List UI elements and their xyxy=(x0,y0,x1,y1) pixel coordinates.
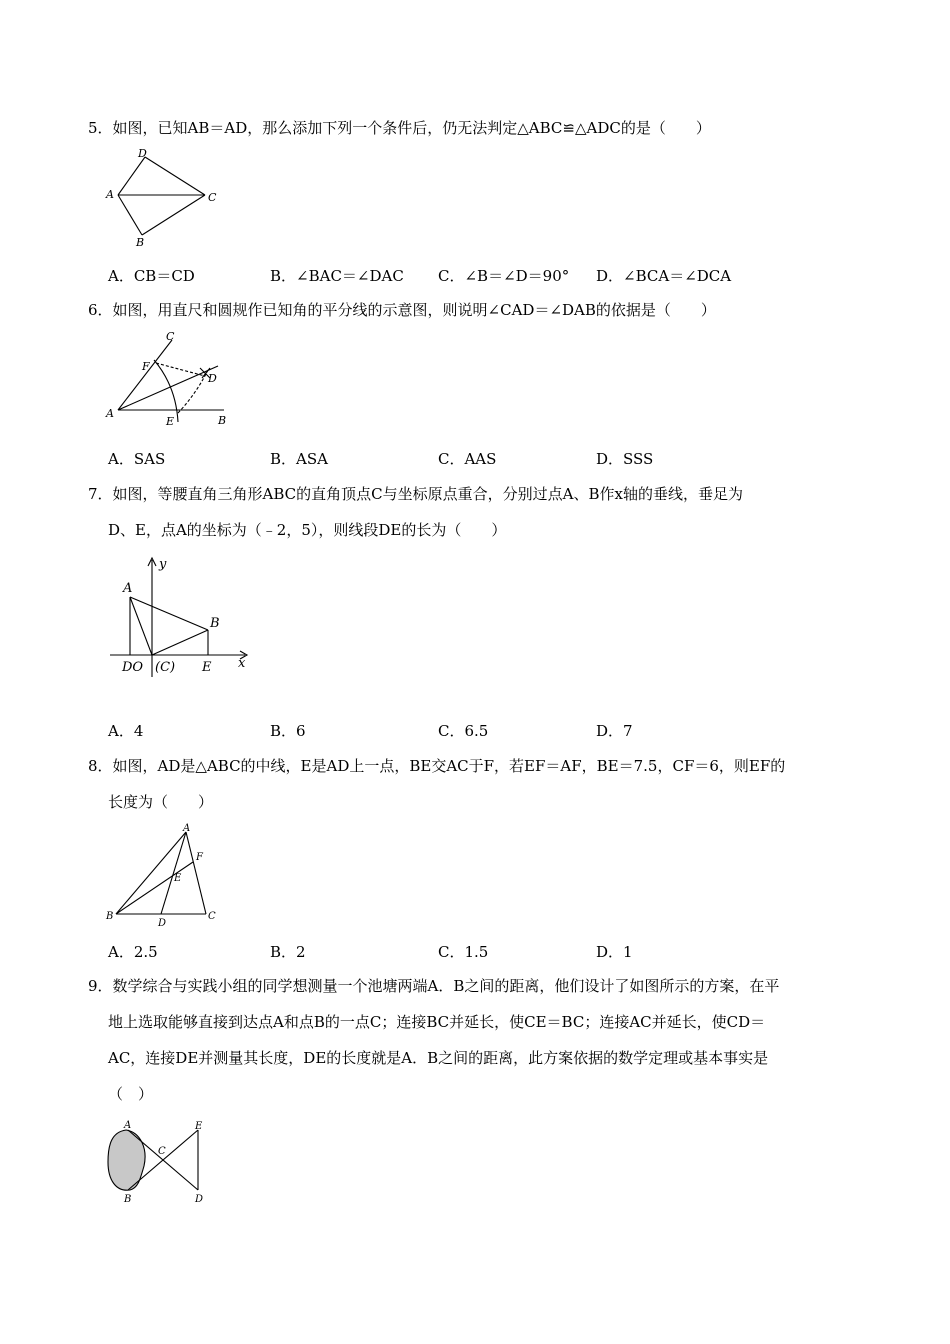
question-number: 7． xyxy=(88,485,113,503)
label-D: D xyxy=(158,918,167,929)
question-stem-line1: 数学综合与实践小组的同学想测量一个池塘两端A．B之间的距离，他们设计了如图所示的方案，在平 xyxy=(112,977,780,995)
label-D: D xyxy=(195,1194,204,1205)
option-b[interactable]: B．ASA xyxy=(270,450,328,468)
label-A: A xyxy=(123,581,133,596)
option-d[interactable]: D．7 xyxy=(596,722,633,740)
label-E: E xyxy=(195,1121,203,1132)
pond-shape xyxy=(108,1130,145,1190)
option-d[interactable]: D．∠BCA＝∠DCA xyxy=(596,267,732,285)
label-A: A xyxy=(106,407,114,420)
question-number: 8． xyxy=(88,757,113,775)
option-c[interactable]: C．1.5 xyxy=(438,943,489,961)
label-A: A xyxy=(183,823,191,834)
label-B: B xyxy=(136,236,145,249)
label-F: F xyxy=(196,852,203,863)
question-stem-line2: 长度为（ ） xyxy=(108,793,214,811)
question-stem: 如图，已知AB＝AD，那么添加下列一个条件后，仍无法判定△ABC≌△ADC的是（ ） xyxy=(112,119,711,137)
question-stem-line2: 地上选取能够直接到达点A和点B的一点C；连接BC并延长，使CE＝BC；连接AC并延长，使CD＝ xyxy=(108,1013,766,1031)
option-a[interactable]: A．4 xyxy=(108,722,144,740)
figure-q6-angle-bisector xyxy=(100,328,240,433)
label-E: E xyxy=(202,660,212,675)
question-6 xyxy=(88,292,868,328)
question-5 xyxy=(88,110,868,146)
option-d[interactable]: D．1 xyxy=(596,943,633,961)
label-B: B xyxy=(218,414,227,427)
label-B: B xyxy=(124,1194,132,1205)
option-a[interactable]: A．SAS xyxy=(108,450,166,468)
label-D: D xyxy=(208,372,217,385)
question-stem: 如图，用直尺和圆规作已知角的平分线的示意图，则说明∠CAD＝∠DAB的依据是（ ） xyxy=(112,301,716,319)
label-x: x xyxy=(238,656,246,671)
label-D: D xyxy=(138,147,147,160)
label-B: B xyxy=(106,911,114,922)
figure-q5-quadrilateral xyxy=(100,145,230,250)
question-8 xyxy=(88,748,868,820)
question-number: 9． xyxy=(88,977,113,995)
label-DO: DO xyxy=(122,660,144,675)
figure-q8-triangle xyxy=(100,820,225,930)
question-number: 5． xyxy=(88,119,113,137)
question-stem-line1: 如图，AD是△ABC的中线，E是AD上一点，BE交AC于F，若EF＝AF，BE＝7.5，CF＝6，则EF的 xyxy=(112,757,786,775)
option-c[interactable]: C．∠B＝∠D＝90° xyxy=(438,267,570,285)
label-A: A xyxy=(124,1120,132,1131)
label-E: E xyxy=(174,873,182,884)
option-c[interactable]: C．AAS xyxy=(438,450,497,468)
label-A: A xyxy=(106,188,114,201)
question-stem-line2: D、E，点A的坐标为（﹣2，5），则线段DE的长为（ ） xyxy=(108,521,507,539)
option-c[interactable]: C．6.5 xyxy=(438,722,489,740)
label-C: C xyxy=(166,330,175,343)
option-a[interactable]: A．2.5 xyxy=(108,943,158,961)
label-C: C xyxy=(208,191,217,204)
label-C: (C) xyxy=(155,660,176,675)
question-stem-line1: 如图，等腰直角三角形ABC的直角顶点C与坐标原点重合，分别过点A、B作x轴的垂线，垂足为 xyxy=(112,485,743,503)
question-number: 6． xyxy=(88,301,113,319)
figure-q9-pond xyxy=(100,1118,220,1213)
label-C: C xyxy=(208,911,216,922)
option-d[interactable]: D．SSS xyxy=(596,450,654,468)
option-b[interactable]: B．6 xyxy=(270,722,306,740)
question-stem-line4: （ ） xyxy=(108,1085,154,1103)
question-9 xyxy=(88,968,868,1112)
question-7 xyxy=(88,476,868,548)
label-C: C xyxy=(158,1146,166,1157)
question-stem-line3: AC，连接DE并测量其长度，DE的长度就是A．B之间的距离，此方案依据的数学定理或基本事实是 xyxy=(108,1049,769,1067)
option-b[interactable]: B．∠BAC＝∠DAC xyxy=(270,267,404,285)
label-F: F xyxy=(142,360,150,373)
option-a[interactable]: A．CB＝CD xyxy=(108,267,195,285)
label-B: B xyxy=(210,616,220,631)
label-y: y xyxy=(159,557,167,572)
figure-q7-coordinate xyxy=(110,555,255,680)
label-E: E xyxy=(166,415,175,428)
option-b[interactable]: B．2 xyxy=(270,943,306,961)
